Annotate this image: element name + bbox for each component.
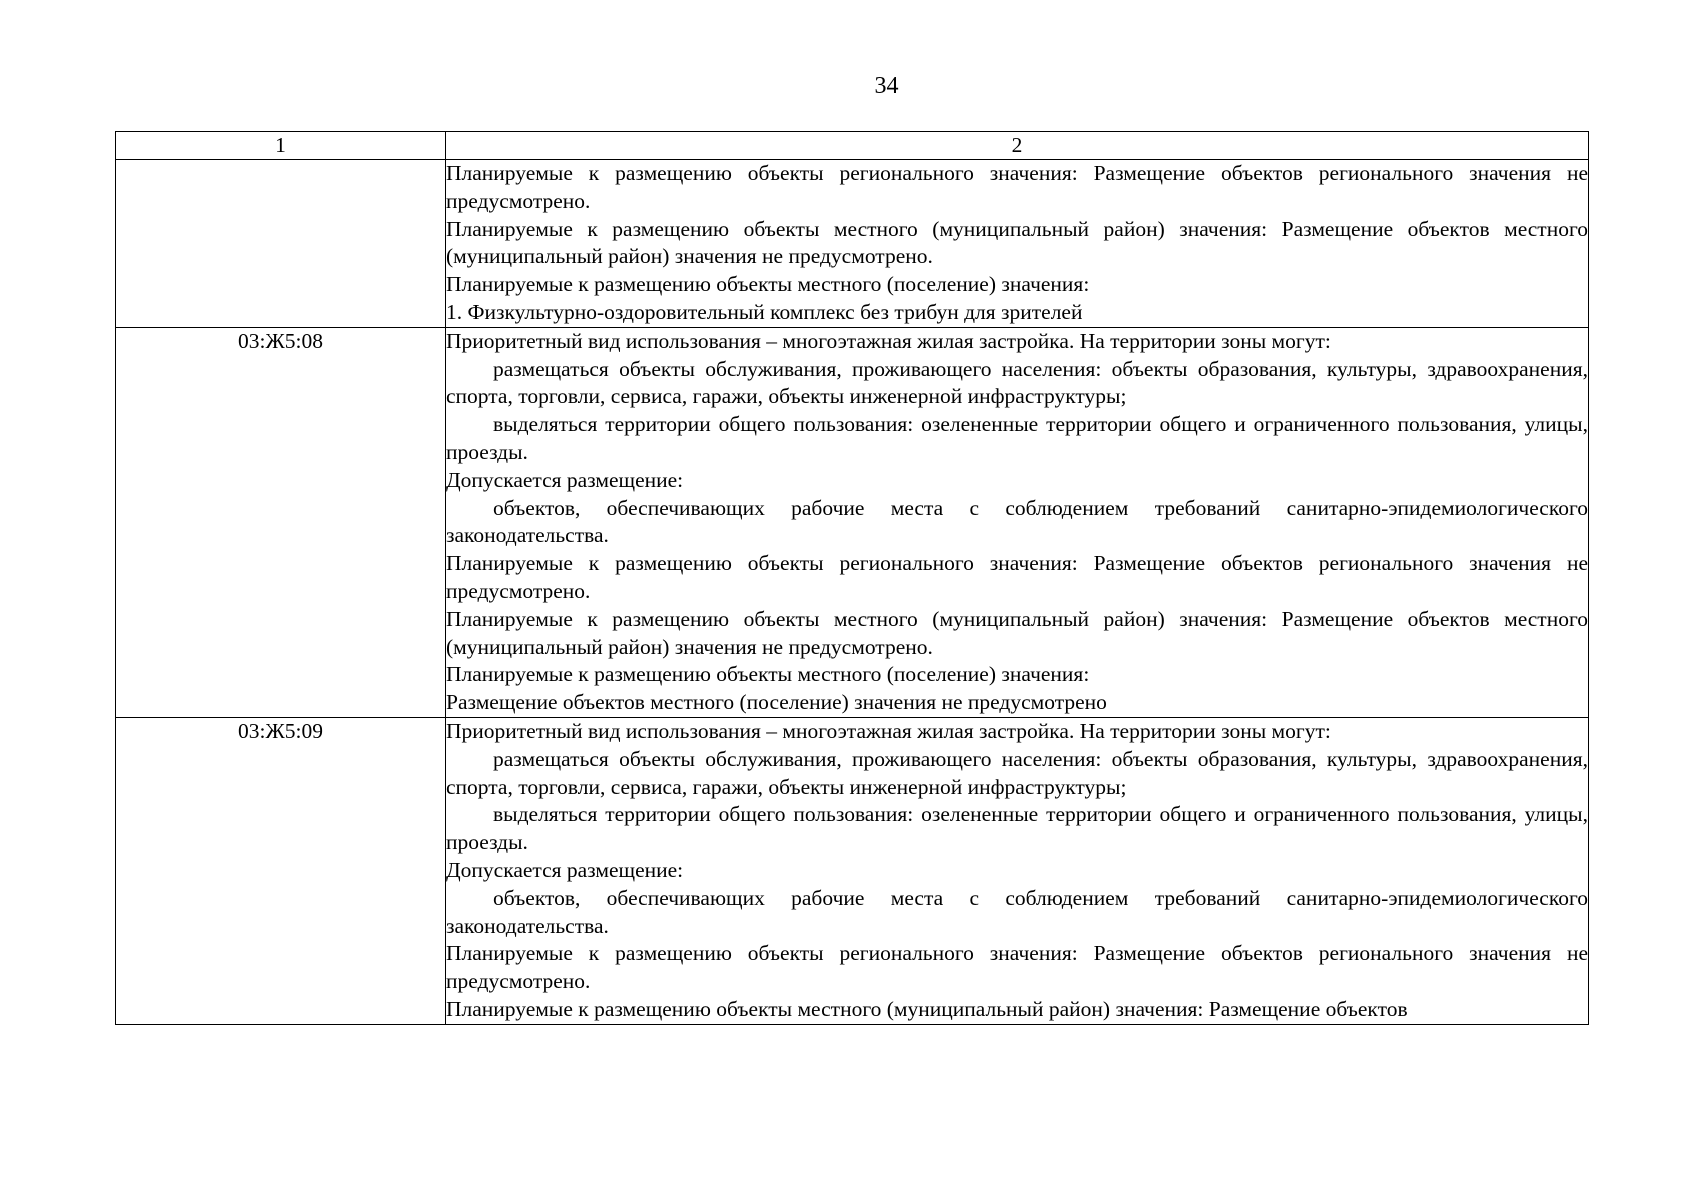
paragraph: выделяться территории общего пользования: озелененные территории общего и ограниченного пользования, улицы, проезды. [446, 802, 1588, 855]
paragraph: Приоритетный вид использования – многоэтажная жилая застройка. На территории зоны могут: [446, 328, 1331, 353]
paragraph: Планируемые к размещению объекты регионального значения: Размещение объектов регионального значения не предусмотрено. [446, 941, 1588, 994]
paragraph: Планируемые к размещению объекты регионального значения: Размещение объектов регионального значения не предусмотрено. [446, 161, 1588, 213]
paragraph: Планируемые к размещению объекты регионального значения: Размещение объектов регионального значения не предусмотрено. [446, 551, 1588, 603]
paragraph: Приоритетный вид использования – многоэтажная жилая застройка. На территории зоны могут: [446, 718, 1331, 743]
table-row [116, 160, 1589, 328]
zone-description-cell [446, 327, 1589, 717]
zone-code-cell [116, 160, 446, 328]
paragraph: Размещение объектов местного (поселение) значения не предусмотрено [446, 690, 1107, 715]
table-row [116, 717, 1589, 1024]
paragraph: объектов, обеспечивающих рабочие места с соблюдением требований санитарно-эпидемиологического законодательства. [446, 495, 1588, 548]
table-header-row [116, 132, 1589, 160]
paragraph: Допускается размещение: [446, 857, 684, 882]
paragraph: Планируемые к размещению объекты местного (муниципальный район) значения: Размещение объектов местного (муниципальный район) значения не предусмотрено. [446, 606, 1588, 659]
paragraph: Планируемые к размещению объекты местного (поселение) значения: [446, 272, 1090, 297]
zones-table [115, 131, 1589, 1025]
paragraph: размещаться объекты обслуживания, проживающего населения: объекты образования, культуры, здравоохранения, спорта, торговли, сервиса, гаражи, объекты инженерной инфраструктуры; [446, 746, 1588, 799]
paragraph: Планируемые к размещению объекты местного (муниципальный район) значения: Размещение объектов местного (муниципальный район) значения не предусмотрено. [446, 216, 1588, 269]
table-row [116, 327, 1589, 717]
column-header-2: 2 [446, 132, 1589, 160]
zone-description-cell [446, 160, 1589, 328]
column-header-1: 1 [116, 132, 446, 160]
paragraph: размещаться объекты обслуживания, проживающего населения: объекты образования, культуры, здравоохранения, спорта, торговли, сервиса, гаражи, объекты инженерной инфраструктуры; [446, 356, 1588, 409]
paragraph: 1. Физкультурно-оздоровительный комплекс без трибун для зрителей [446, 299, 1083, 324]
paragraph: выделяться территории общего пользования: озелененные территории общего и ограниченного пользования, улицы, проезды. [446, 412, 1588, 464]
paragraph: Допускается размещение: [446, 467, 684, 492]
page-number: 34 [874, 73, 899, 99]
zone-code-cell: 03:Ж5:08 [116, 327, 446, 717]
paragraph: объектов, обеспечивающих рабочие места с соблюдением требований санитарно-эпидемиологического законодательства. [446, 885, 1588, 938]
paragraph: Планируемые к размещению объекты местного (муниципальный район) значения: Размещение объектов [446, 996, 1408, 1021]
zone-description-cell [446, 717, 1589, 1024]
paragraph: Планируемые к размещению объекты местного (поселение) значения: [446, 662, 1090, 687]
zone-code-cell: 03:Ж5:09 [116, 717, 446, 1024]
